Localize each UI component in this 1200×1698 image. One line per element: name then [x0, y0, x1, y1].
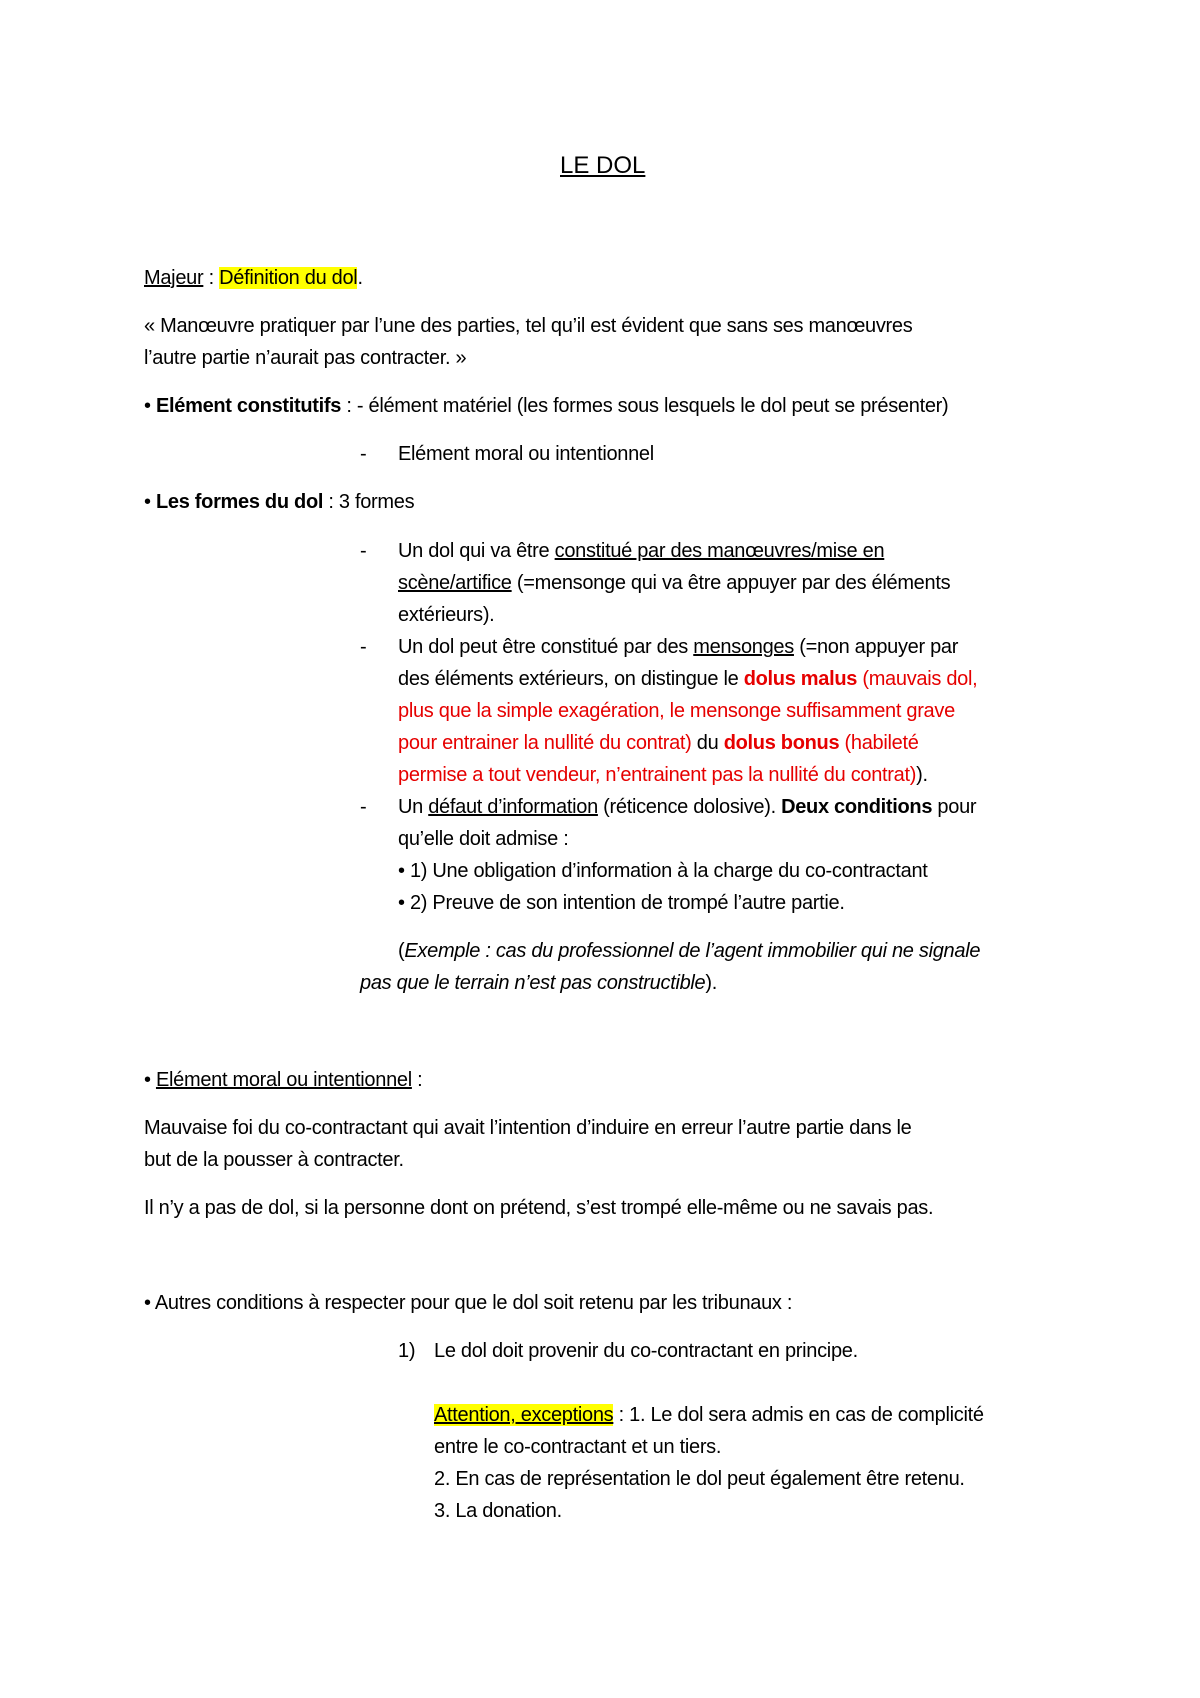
example-line-1	[398, 939, 980, 963]
list-dash: -	[360, 443, 367, 465]
text-run: du	[691, 732, 724, 754]
red-text: pour entrainer la nullité du contrat)	[398, 732, 692, 754]
elements-constitutifs-line	[144, 394, 948, 418]
text-run: :	[411, 1069, 423, 1091]
text-run: pour	[932, 796, 977, 818]
majeur-line	[144, 266, 363, 290]
citation-line-1: « Manœuvre pratiquer par l’une des parties, tel qu’il est évident que sans ses manœuvres	[144, 315, 913, 337]
bullet: •	[144, 395, 156, 417]
forme-3-line-1	[398, 795, 976, 819]
moral-paragraph-1-line-1: Mauvaise foi du co-contractant qui avait l’intention d’induire en erreur l’autre partie dans le	[144, 1117, 912, 1139]
forme-3-line-2: qu’elle doit admise :	[398, 828, 569, 850]
majeur-label: Majeur	[144, 267, 204, 289]
numbered-marker: 1)	[398, 1340, 416, 1362]
text-run: (réticence dolosive).	[597, 796, 782, 818]
text-run: ).	[705, 972, 718, 994]
underlined-text: mensonges	[693, 636, 794, 658]
underlined-text: défaut d’information	[428, 796, 598, 818]
moral-paragraph-1-line-2: but de la pousser à contracter.	[144, 1149, 404, 1171]
text-run: (=mensonge qui va être appuyer par des éléments	[511, 572, 951, 594]
forme-2-line-5	[398, 763, 928, 787]
condition-item-1: Le dol doit provenir du co-contractant en principe.	[434, 1340, 858, 1362]
list-dash: -	[360, 636, 367, 658]
forme-1-line-2	[398, 571, 950, 595]
list-dash: -	[360, 540, 367, 562]
text-run: (=non appuyer par	[793, 636, 959, 658]
exception-line-4: 3. La donation.	[434, 1500, 562, 1522]
element-moral-heading	[144, 1068, 422, 1092]
bullet: •	[144, 491, 156, 513]
italic-text: pas que le terrain n’est pas constructible	[360, 972, 706, 994]
text-run: des éléments extérieurs, on distingue le	[398, 668, 744, 690]
text-run: Un dol peut être constitué par des	[398, 636, 694, 658]
bullet: •	[144, 1069, 156, 1091]
text-run: Un	[398, 796, 429, 818]
attention-line	[434, 1403, 984, 1427]
italic-text: Exemple : cas du professionnel de l’agent immobilier qui ne signale	[404, 940, 981, 962]
red-text: permise a tout vendeur, n’entrainent pas la nullité du contrat)	[398, 764, 917, 786]
forme-2-line-1	[398, 635, 958, 659]
underlined-text: scène/artifice	[398, 572, 512, 594]
forme-1-line-3: extérieurs).	[398, 604, 495, 626]
element-moral-item: Elément moral ou intentionnel	[398, 443, 654, 465]
elements-text: : - élément matériel (les formes sous lesquels le dol peut se présenter)	[341, 395, 949, 417]
text-run: : 1. Le dol sera admis en cas de complicité	[613, 1404, 984, 1426]
list-dash: -	[360, 796, 367, 818]
condition-1: • 1) Une obligation d’information à la charge du co-contractant	[398, 860, 928, 882]
text-run: ).	[916, 764, 928, 786]
red-text: (mauvais dol,	[857, 668, 978, 690]
majeur-end: .	[357, 267, 363, 289]
elements-label: Elément constitutifs	[155, 395, 342, 417]
bold-text: Deux conditions	[781, 796, 933, 818]
citation-line-2: l’autre partie n’aurait pas contracter. »	[144, 347, 467, 369]
formes-text: : 3 formes	[323, 491, 415, 513]
autres-conditions-heading: • Autres conditions à respecter pour que le dol soit retenu par les tribunaux :	[144, 1292, 793, 1314]
text-run: (	[398, 940, 405, 962]
moral-paragraph-2: Il n’y a pas de dol, si la personne dont on prétend, s’est trompé elle-même ou ne savais pas.	[144, 1197, 934, 1219]
majeur-sep: :	[203, 267, 220, 289]
underlined-text: constitué par des manœuvres/mise en	[554, 540, 885, 562]
forme-1-line-1	[398, 539, 884, 563]
red-text: (habileté	[839, 732, 919, 754]
forme-2-line-3: plus que la simple exagération, le mensonge suffisamment grave	[398, 700, 955, 722]
forme-2-line-2	[398, 667, 977, 691]
condition-2: • 2) Preuve de son intention de trompé l’autre partie.	[398, 892, 845, 914]
dolus-malus: dolus malus	[743, 668, 858, 690]
formes-label: Les formes du dol	[155, 491, 324, 513]
document-title: LE DOL	[560, 152, 646, 179]
moral-label: Elément moral ou intentionnel	[155, 1069, 412, 1091]
forme-2-line-4	[398, 731, 919, 755]
formes-line	[144, 490, 414, 514]
text-run: Un dol qui va être	[398, 540, 555, 562]
dolus-bonus: dolus bonus	[723, 732, 840, 754]
attention-highlight: Attention, exceptions	[434, 1404, 614, 1426]
exception-line-3: 2. En cas de représentation le dol peut également être retenu.	[434, 1468, 965, 1490]
definition-highlight: Définition du dol	[219, 267, 358, 289]
example-line-2	[360, 971, 717, 995]
exception-line-2: entre le co-contractant et un tiers.	[434, 1436, 722, 1458]
